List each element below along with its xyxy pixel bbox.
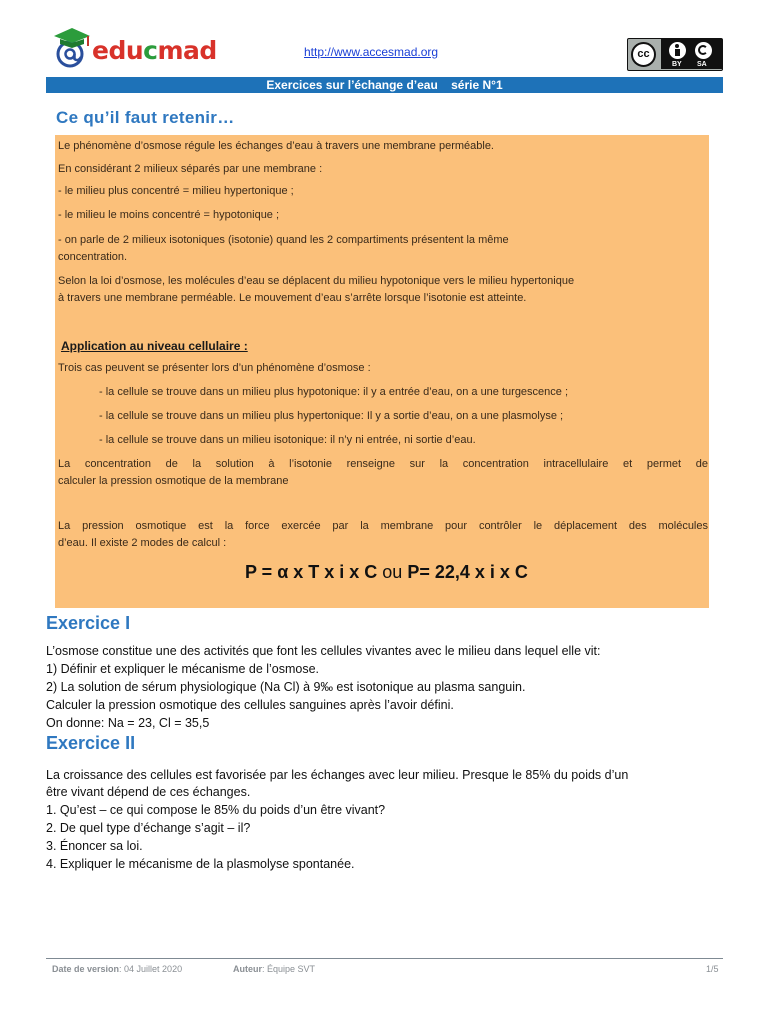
footer-author-label: Auteur — [233, 964, 262, 974]
summary-line: - on parle de 2 milieux isotoniques (isotonie) quand les 2 compartiments présentent la même — [58, 234, 509, 246]
exercise-2-line: 3. Énoncer sa loi. — [46, 839, 143, 853]
exercise-1-line: L’osmose constitue une des activités que font les cellules vivantes avec le milieu dans lequel elle vit: — [46, 644, 601, 658]
exercise-1-title: Exercice I — [46, 613, 131, 633]
cc-icon: cc — [631, 42, 656, 67]
osmotic-pressure-formula — [245, 562, 528, 583]
cc-sa-label: SA — [697, 61, 707, 68]
exercise-1-line: On donne: Na = 23, Cl = 35,5 — [46, 716, 210, 730]
concentration-line: La concentration de la solution à l’isotonie renseigne sur la concentration intracellulaire et permet de — [58, 458, 708, 470]
exercise-2-line: La croissance des cellules est favorisée par les échanges avec leur milieu. Presque le 85% du poids d’un — [46, 768, 629, 782]
summary-line: En considérant 2 milieux séparés par une membrane : — [58, 163, 323, 175]
case-item: - la cellule se trouve dans un milieu plus hypertonique: Il y a sortie d’eau, on a une plasmolyse ; — [99, 410, 564, 422]
application-intro: Trois cas peuvent se présenter lors d’un phénomène d’osmose : — [58, 362, 371, 374]
page-header — [0, 0, 768, 80]
footer-page-number: 1/5 — [706, 964, 719, 974]
footer-author-value: : Équipe SVT — [262, 964, 316, 974]
mortarboard-at-icon — [52, 26, 92, 70]
educmad-logo — [52, 26, 217, 74]
exercise-1-line: 2) La solution de sérum physiologique (Na Cl) à 9‰ est isotonique au plasma sanguin. — [46, 680, 526, 694]
cc-by-label: BY — [672, 61, 682, 68]
summary-line: - le milieu plus concentré = milieu hypertonique ; — [58, 185, 294, 197]
formula-1: P = α x T x i x C — [245, 562, 378, 582]
summary-line: à travers une membrane perméable. Le mouvement d’eau s’arrête lorsque l’isotonie est atteinte. — [58, 292, 527, 304]
exercise-1-line: Calculer la pression osmotique des cellules sanguines après l’avoir défini. — [46, 698, 454, 712]
formula-separator: ou — [377, 562, 408, 582]
footer-version-label: Date de version — [52, 964, 120, 974]
exercise-2-line: 4. Expliquer le mécanisme de la plasmolyse spontanée. — [46, 857, 355, 871]
exercise-2-title: Exercice II — [46, 733, 136, 753]
pression-line: La pression osmotique est la force exercée par la membrane pour contrôler le déplacement des molécules — [58, 520, 708, 532]
summary-line: - le milieu le moins concentré = hypotonique ; — [58, 209, 280, 221]
document-title-bar: Exercices sur l’échange d’eau série N°1 — [46, 77, 723, 93]
logo-text-suffix: mad — [157, 36, 217, 65]
logo-text — [92, 36, 217, 65]
summary-line: Le phénomène d’osmose régule les échanges d’eau à travers une membrane perméable. — [58, 140, 494, 152]
case-item: - la cellule se trouve dans un milieu isotonique: il n’y ni entrée, ni sortie d’eau. — [99, 434, 476, 446]
exercise-2-line: 2. De quel type d’échange s’agit – il? — [46, 821, 251, 835]
exercise-2-line: 1. Qu’est – ce qui compose le 85% du poids d’un être vivant? — [46, 803, 386, 817]
logo-text-c: c — [143, 36, 158, 65]
cc-license-badge[interactable] — [627, 38, 723, 71]
footer-version — [52, 964, 182, 974]
footer-divider — [46, 958, 723, 959]
formula-2: P= 22,4 x i x C — [407, 562, 528, 582]
exercise-1-line: 1) Définir et expliquer le mécanisme de l’osmose. — [46, 662, 320, 676]
summary-line: Selon la loi d’osmose, les molécules d’eau se déplacent du milieu hypotonique vers le milieu hypertonique — [58, 275, 575, 287]
footer-author — [233, 964, 315, 974]
exercise-2-line: être vivant dépend de ces échanges. — [46, 785, 251, 799]
application-title: Application au niveau cellulaire : — [61, 339, 248, 353]
summary-box — [55, 135, 709, 608]
share-alike-icon — [695, 42, 712, 59]
concentration-line: calculer la pression osmotique de la membrane — [58, 475, 289, 487]
pression-line: d’eau. Il existe 2 modes de calcul : — [58, 537, 227, 549]
summary-line: concentration. — [58, 251, 128, 263]
site-url-link[interactable]: http://www.accesmad.org — [304, 45, 439, 59]
case-item: - la cellule se trouve dans un milieu plus hypotonique: il y a entrée d’eau, on a une turgescence ; — [99, 386, 569, 398]
footer-version-value: : 04 Juillet 2020 — [119, 964, 183, 974]
person-icon — [669, 42, 686, 59]
logo-text-prefix: edu — [92, 36, 144, 65]
section-title-retenir: Ce qu’il faut retenir… — [56, 108, 235, 127]
